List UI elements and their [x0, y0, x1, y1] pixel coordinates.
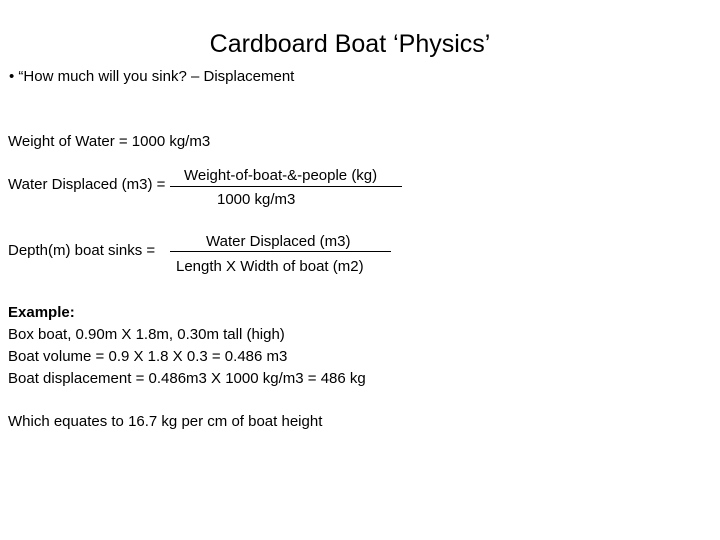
depth-fraction-bar: [170, 251, 391, 252]
example-line-2: Boat volume = 0.9 X 1.8 X 0.3 = 0.486 m3: [8, 348, 288, 365]
water-displaced-fraction-bar: [170, 186, 402, 187]
depth-denominator: Length X Width of boat (m2): [176, 258, 364, 275]
slide-title: Cardboard Boat ‘Physics’: [209, 30, 491, 58]
depth-numerator: Water Displaced (m3): [206, 233, 351, 250]
example-line-3: Boat displacement = 0.486m3 X 1000 kg/m3 = 486 kg: [8, 370, 366, 387]
example-line-1: Box boat, 0.90m X 1.8m, 0.30m tall (high): [8, 326, 285, 343]
water-displaced-numerator: Weight-of-boat-&-people (kg): [184, 167, 378, 184]
example-heading: Example:: [8, 304, 75, 321]
water-displaced-label: Water Displaced (m3) =: [8, 176, 166, 193]
weight-of-water-line: Weight of Water = 1000 kg/m3: [8, 133, 211, 150]
conclusion-line: Which equates to 16.7 kg per cm of boat height: [8, 413, 323, 430]
bullet-point: • “How much will you sink? – Displacement: [9, 68, 295, 85]
water-displaced-denominator: 1000 kg/m3: [217, 191, 296, 208]
depth-label: Depth(m) boat sinks =: [8, 242, 156, 259]
